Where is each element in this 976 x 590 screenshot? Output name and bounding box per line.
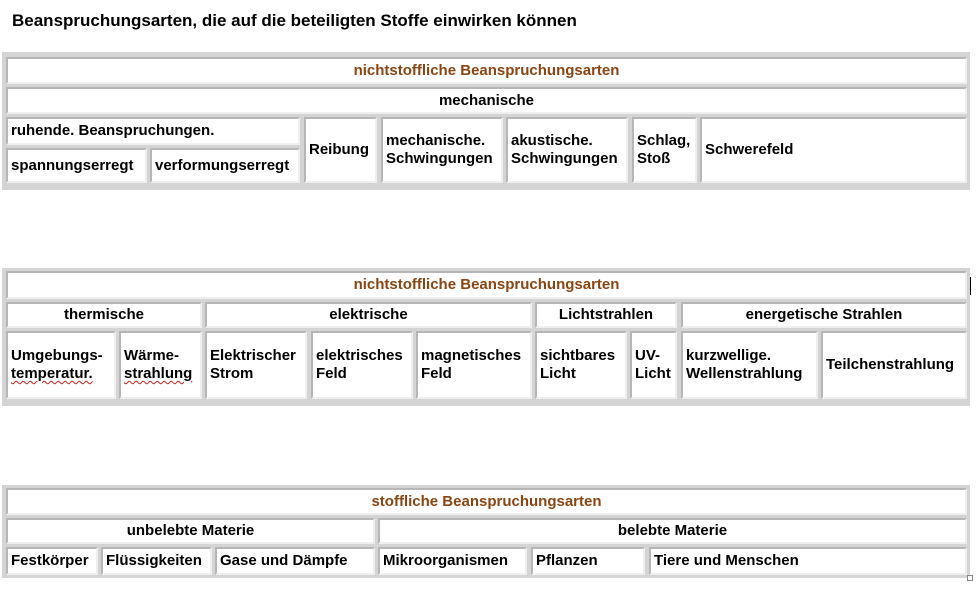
- cell-teilchenstrahlung: Teilchenstrahlung: [821, 331, 967, 399]
- cell-umgebungstemperatur-line1: Umgebungs-: [11, 347, 103, 364]
- cell-verformungserregt: verformungserregt: [150, 148, 300, 183]
- cell-fluessigkeiten: Flüssigkeiten: [101, 547, 212, 575]
- cell-pflanzen: Pflanzen: [531, 547, 645, 575]
- text-cursor: [970, 277, 971, 295]
- cell-uv-licht: UV- Licht: [630, 331, 677, 399]
- table1-subheader: mechanische: [6, 87, 967, 114]
- group-belebte-materie: belebte Materie: [378, 518, 967, 544]
- table2-header: nichtstoffliche Beanspruchungsarten: [6, 271, 967, 299]
- cell-reibung: Reibung: [304, 117, 377, 183]
- cell-mechanische-schwingungen: mechanische. Schwingungen: [381, 117, 503, 183]
- cell-elektrischer-strom: Elektrischer Strom: [205, 331, 307, 399]
- cell-umgebungstemperatur-line2: temperatur.: [11, 365, 93, 382]
- group-thermische: thermische: [6, 302, 202, 328]
- table1-header: nichtstoffliche Beanspruchungsarten: [6, 57, 967, 84]
- cell-umgebungstemperatur: [6, 331, 116, 399]
- cell-mikroorganismen: Mikroorganismen: [378, 547, 527, 575]
- cell-magnetisches-feld: magnetisches Feld: [416, 331, 532, 399]
- cell-tiere-und-menschen: Tiere und Menschen: [649, 547, 967, 575]
- cell-schwerefeld: Schwerefeld: [700, 117, 967, 183]
- group-lichtstrahlen: Lichtstrahlen: [535, 302, 677, 328]
- cell-akustische-schwingungen: akustische. Schwingungen: [506, 117, 628, 183]
- cell-elektrisches-feld: elektrisches Feld: [311, 331, 413, 399]
- group-energetische-strahlen: energetische Strahlen: [681, 302, 967, 328]
- cell-spannungserregt: spannungserregt: [6, 148, 147, 183]
- group-unbelebte-materie: unbelebte Materie: [6, 518, 375, 544]
- cell-gase-und-daempfe: Gase und Dämpfe: [215, 547, 375, 575]
- cell-sichtbares-licht: sichtbares Licht: [535, 331, 627, 399]
- cell-waermestrahlung-line1: Wärme-: [124, 347, 180, 364]
- table-resize-handle[interactable]: [967, 575, 973, 581]
- table3-header: stoffliche Beanspruchungsarten: [6, 488, 967, 515]
- cell-kurzwellige-wellenstrahlung: kurzwellige. Wellenstrahlung: [681, 331, 818, 399]
- cell-schlag-stoss: Schlag, Stoß: [632, 117, 697, 183]
- cell-waermestrahlung-line2: strahlung: [124, 365, 193, 382]
- group-elektrische: elektrische: [205, 302, 532, 328]
- cell-waermestrahlung: [119, 331, 202, 399]
- page-title: Beanspruchungsarten, die auf die beteiligten Stoffe einwirken können: [12, 11, 577, 30]
- cell-festkoerper: Festkörper: [6, 547, 98, 575]
- cell-ruhende: ruhende. Beanspruchungen.: [6, 117, 300, 145]
